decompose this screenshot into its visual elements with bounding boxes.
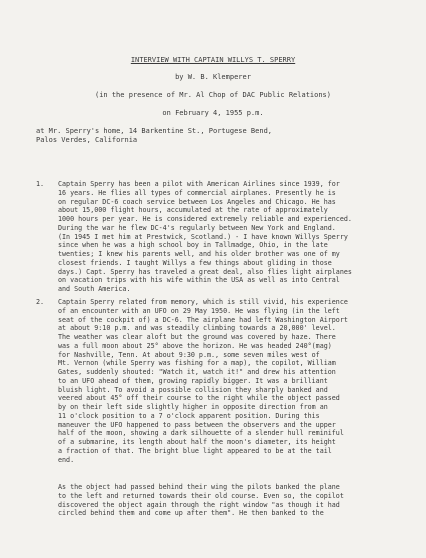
document-date: on February 4, 1955 p.m.	[162, 109, 264, 117]
paragraph-line: to the left and returned towards their old course. Even so, the copilot	[58, 491, 344, 500]
paragraph-line: of a submarine, its length about half the moon's diameter, its height	[58, 438, 336, 446]
paragraph-line: veered about 45° off their course to the right while the object passed	[58, 394, 340, 403]
paragraph-line: was a full moon about 25° above the horizon. He was headed 240°(mag)	[58, 341, 332, 350]
paragraph-line: (In 1945 I met him at Prestwick, Scotland.) - I have known Willys Sperry	[58, 232, 348, 241]
paragraph-line: Mt. Vernon (while Sperry was fishing for a map), the copilot, William	[58, 359, 336, 368]
paragraph-line: by on their left side slightly higher in opposite direction from an	[58, 403, 328, 411]
paragraph-number: 1.	[36, 180, 45, 188]
paragraph-line: 16 years. He flies all types of commercial airplanes. Presently he is	[58, 188, 336, 197]
paragraph-line: and South America.	[58, 285, 131, 293]
paragraph-line: about 15,000 flight hours, accumulated at the rate of approximately	[58, 206, 328, 215]
paragraph-line: 11 o'clock position to a 7 o'clock apparent position. During this	[58, 411, 320, 420]
paragraph-line: circled behind them and come up after them". He then banked to the	[58, 509, 324, 518]
paragraph-line: end.	[58, 455, 75, 464]
paragraph-body	[58, 298, 410, 464]
paragraph-line: a fraction of that. The bright blue light appeared to be at the tail	[58, 446, 332, 455]
paragraph-body	[58, 483, 410, 518]
document-presence-note: (in the presence of Mr. Al Chop of DAC Public Relations)	[94, 91, 331, 99]
document-title: INTERVIEW WITH CAPTAIN WILLYS T. SPERRY	[130, 56, 296, 64]
document-location-line-1: at Mr. Sperry's home, 14 Barkentine St., Portugese Bend,	[36, 127, 273, 135]
paragraph-body	[58, 180, 410, 294]
paragraph-line: half of the moon, showing a dark silhouette of a slender hull reminiful	[58, 429, 344, 438]
paragraph-line: bluish light. To avoid a possible collision they sharply banked and	[58, 385, 328, 394]
paragraph-line: for Nashville, Tenn. At about 9:30 p.m., some seven miles west of	[58, 350, 320, 359]
paragraph-line: days.) Capt. Sperry has traveled a great deal, also flies light airplanes	[58, 267, 352, 276]
paragraph-line: Captain Sperry related from memory, which is still vivid, his experience	[58, 298, 348, 306]
paragraph-line: Captain Sperry has been a pilot with American Airlines since 1939, for	[58, 180, 340, 188]
paragraph-line: The weather was clear aloft but the ground was covered by haze. There	[58, 333, 336, 341]
paragraph-line: at about 9:10 p.m. and was steadily climbing towards a 20,000' level.	[58, 324, 336, 333]
paragraph-line: discovered the object again through the right window "as though it had	[58, 500, 340, 509]
paragraph-line: As the object had passed behind their wing the pilots banked the plane	[58, 483, 340, 491]
document-byline: by W. B. Klemperer	[175, 73, 251, 81]
paragraph-line: to an UFO ahead of them, growing rapidly bigger. It was a brilliant	[58, 376, 328, 385]
paragraph-line: closest friends. I taught Willys a few things about gliding in those	[58, 258, 332, 267]
paragraph-line: of an encounter with an UFO on 29 May 1950. He was flying (in the left	[58, 306, 340, 315]
paragraph-line: 1000 hours per year. He is considered extremely reliable and experienced.	[58, 215, 352, 223]
document-location-line-2: Palos Verdes, California	[36, 136, 138, 144]
paragraph-line: During the war he flew DC-4's regularly between New York and England.	[58, 223, 336, 232]
paragraph-line: Gates, suddenly shouted: "Watch it, watch it!" and drew his attention	[58, 368, 336, 376]
paragraph-line: since when he was a high school boy in Tallmadge, Ohio, in the late	[58, 241, 328, 250]
paragraph-line: on regular DC-6 coach service between Los Angeles and Chicago. He has	[58, 197, 336, 206]
paragraph-line: maneuver the UFO happened to pass between the observers and the upper	[58, 420, 336, 429]
paragraph-line: twenties; I knew his parents well, and his older brother was one of my	[58, 250, 340, 258]
paragraph-line: seat of the cockpit of) a DC-6. The airplane had left Washington Airport	[58, 315, 348, 324]
paragraph-line: on vacation trips with his wife within the USA as well as into Central	[58, 276, 340, 285]
paragraph-number: 2.	[36, 298, 45, 306]
